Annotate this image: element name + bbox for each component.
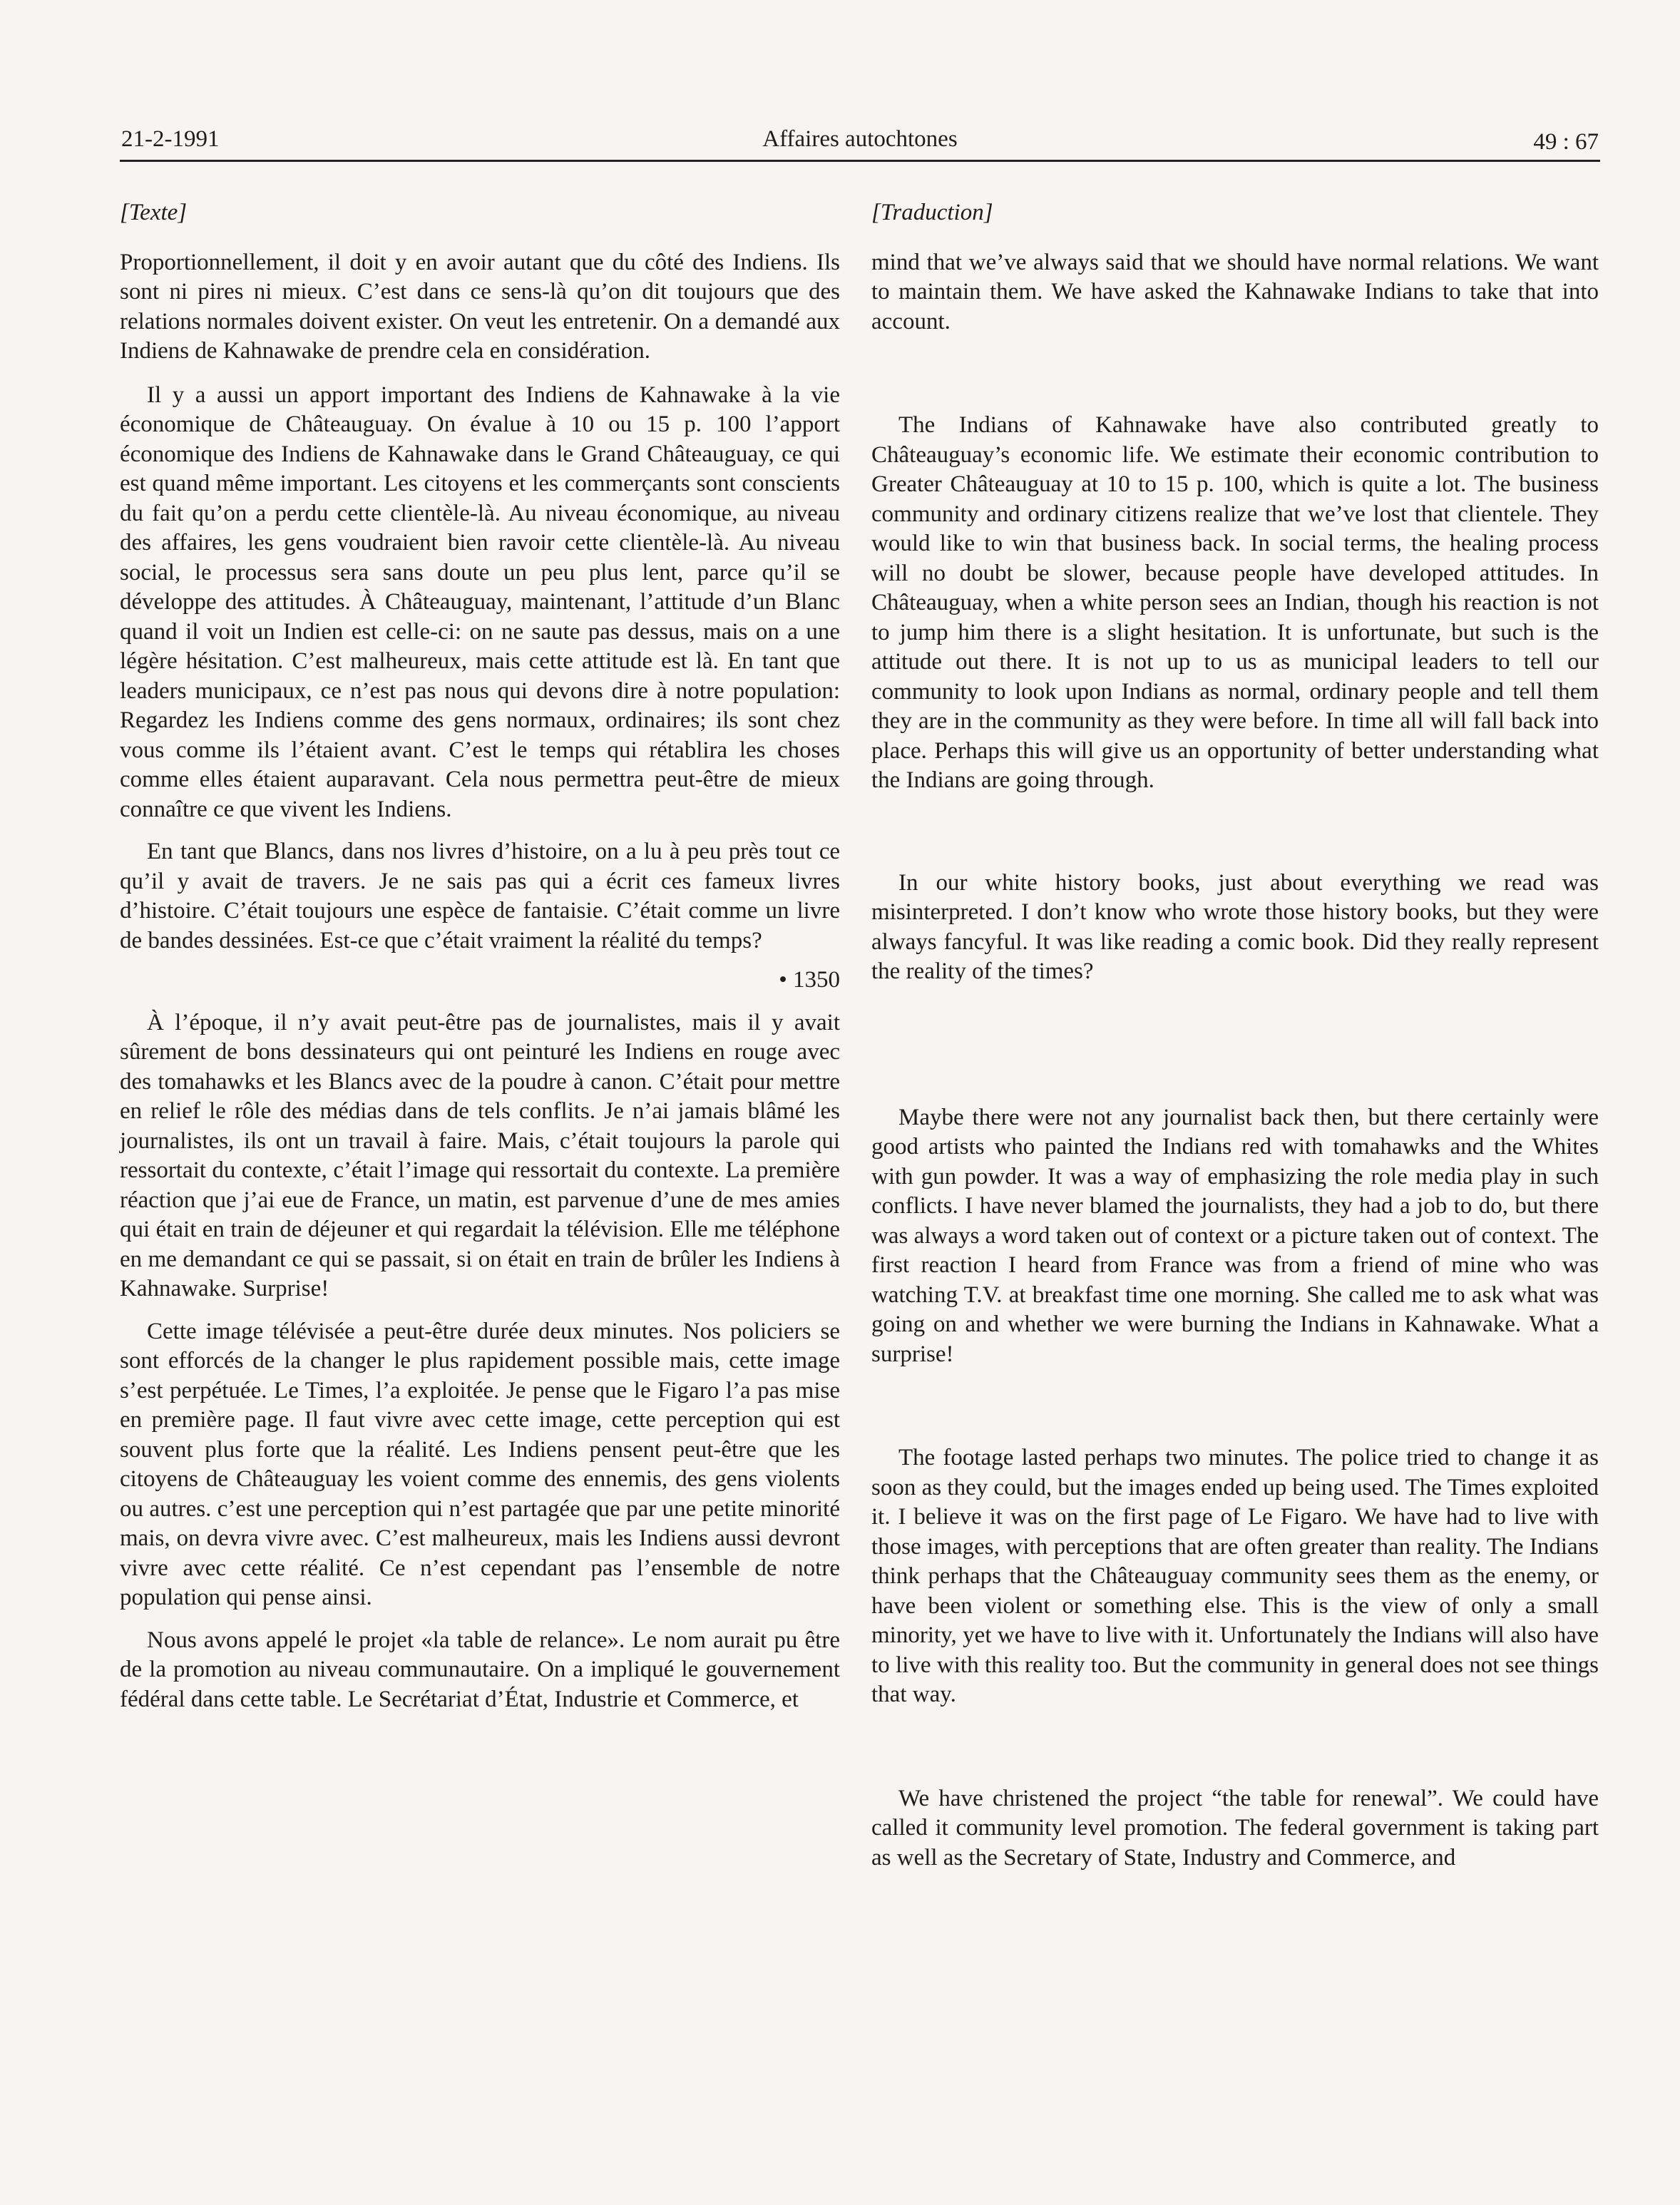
header-date: 21-2-1991 bbox=[121, 126, 220, 152]
fr-paragraph-3: En tant que Blancs, dans nos livres d’histoire, on a lu à peu près tout ce qu’il y avait de travers. Je ne sais pas qui a écrit ces fameux livres d’histoire. C’était toujours une espèce de fantaisie. C’était comme un livre de bandes dessinées. Est-ce que c’était vraiment la réalité du temps? bbox=[120, 839, 840, 953]
en-paragraph-6: We have christened the project “the table for renewal”. We could have called it community level promotion. The federal government is taking part as well as the Secretary of State, Industry and Commerce, and bbox=[871, 1785, 1599, 1871]
en-paragraph-1: mind that we’ve always said that we should have normal relations. We want to maintain them. We have asked the Kahnawake Indians to take that into account. bbox=[871, 249, 1599, 334]
fr-paragraph-5: Cette image télévisée a peut-être durée deux minutes. Nos policiers se sont efforcés de la changer le plus rapidement possible mais, cette image s’est perpétuée. Le Times, l’a exploitée. Je pense que le Figaro l’a pas mise en première page. Il faut vivre avec cette image, cette perception qui est souvent plus forte que la réalité. Les Indiens pensent peut-être que les citoyens de Châteauguay les voient comme des ennemis, des gens violents ou autres. c’est une perception qui n’est partagée que par une petite minorité mais, on devra vivre avec. C’est malheureux, mais les Indiens aussi devront vivre avec cette réalité. Ce n’est cependant pas l’ensemble de notre population qui pense ainsi. bbox=[120, 1318, 840, 1610]
en-paragraph-5: The footage lasted perhaps two minutes. The police tried to change it as soon as they could, but the images ended up being used. The Times exploited it. I believe it was on the first page of Le Figaro. We have had to live with those images, with perceptions that are often greater than reality. The Indians think perhaps that the Châteauguay community sees them as the enemy, or have been violent or something else. This is the view of only a small minority, yet we have to live with it. Unfortunately the Indians will also have to live with this reality too. But the community in general does not see things that way. bbox=[871, 1445, 1599, 1707]
french-column-label: [Texte] bbox=[120, 200, 188, 225]
fr-paragraph-1: Proportionnellement, il doit y en avoir autant que du côté des Indiens. Ils sont ni pires ni mieux. C’est dans ce sens-là qu’on dit toujours que des relations normales doivent exister. On veut les entretenir. On a demandé aux Indiens de Kahnawake de prendre cela en considération. bbox=[120, 249, 840, 364]
fr-paragraph-2: Il y a aussi un apport important des Indiens de Kahnawake à la vie économique de Châteauguay. On évalue à 10 ou 15 p. 100 l’apport économique des Indiens de Kahnawake dans le Grand Châteauguay, ce qui est quand même important. Les citoyens et les commerçants sont conscients du fait qu’on a perdu cette clientèle-là. Au niveau économique, au niveau des affaires, les gens voudraient bien ravoir cette clientèle-là. Au niveau social, le processus sera sans doute un peu plus lent, parce qu’il se développe des attitudes. À Châteauguay, maintenant, l’attitude d’un Blanc quand il voit un Indien est celle-ci: on ne saute pas dessus, mais on a une légère hésitation. C’est malheureux, mais cette attitude est là. En tant que leaders municipaux, ce n’est pas nous qui devons dire à notre population: Regardez les Indiens comme des gens normaux, ordinaires; ils sont chez vous comme ils l’étaient avant. C’est le temps qui rétablira les choses comme elles étaient auparavant. Cela nous permettra peut-être de mieux connaître ce que vivent les Indiens. bbox=[120, 382, 840, 822]
en-paragraph-3: In our white history books, just about everything we read was misinterpreted. I don’t know who wrote those history books, but they were always fancyful. It was like reading a comic book. Did they really represent the reality of the times? bbox=[871, 869, 1599, 984]
fr-paragraph-4: À l’époque, il n’y avait peut-être pas de journalistes, mais il y avait sûrement de bons dessinateurs qui ont peinturé les Indiens en rouge avec des tomahawks et les Blancs avec de la poudre à canon. C’était pour mettre en relief le rôle des médias dans de tels conflits. Je n’ai jamais blâmé les journalistes, ils ont un travail à faire. Mais, c’était toujours la parole qui ressortait du contexte, c’était l’image qui ressortait du contexte. La première réaction que j’ai eue de France, un matin, est parvenue d’une de mes amies qui était en train de déjeuner et qui regardait la télévision. Elle me téléphone en me demandant ce qui se passait, si on était en train de brûler les Indiens à Kahnawake. Surprise! bbox=[120, 1009, 840, 1301]
header-title: Affaires autochtones bbox=[762, 126, 958, 152]
french-column bbox=[120, 198, 840, 1714]
fr-paragraph-6: Nous avons appelé le projet «la table de relance». Le nom aurait pu être de la promotion au niveau communautaire. On a impliqué le gouvernement fédéral dans cette table. Le Secrétariat d’État, Industrie et Commerce, et bbox=[120, 1627, 840, 1712]
header-page-number: 49 : 67 bbox=[1533, 129, 1599, 155]
english-column-label: [Traduction] bbox=[871, 200, 993, 225]
time-marker: • 1350 bbox=[779, 967, 840, 993]
en-paragraph-4: Maybe there were not any journalist back then, but there certainly were good artists who painted the Indians red with tomahawks and the Whites with gun powder. It was a way of emphasizing the role media play in such conflicts. I have never blamed the journalists, they had a job to do, but there was always a word taken out of context or a picture taken out of context. The first reaction I heard from France was from a friend of mine who was watching T.V. at breakfast time one morning. She called me to ask what was going on and whether we were burning the Indians in Kahnawake. What a surprise! bbox=[871, 1104, 1599, 1367]
english-column bbox=[871, 198, 1599, 1873]
header-rule bbox=[120, 160, 1600, 162]
en-paragraph-2: The Indians of Kahnawake have also contributed greatly to Châteauguay’s economic life. We estimate their economic contribution to Greater Châteauguay at 10 to 15 p. 100, which is quite a lot. The business community and ordinary citizens realize that we’ve lost that clientele. They would like to win that business back. In social terms, the healing process will no doubt be slower, because people have developed attitudes. In Châteauguay, when a white person sees an Indian, though his reaction is not to jump him there is a slight hesitation. It is unfortunate, but such is the attitude out there. It is not up to us as municipal leaders to tell our community to look upon Indians as normal, ordinary people and tell them they are in the community as they were before. In time all will fall back into place. Perhaps this will give us an opportunity of better understanding what the Indians are going through. bbox=[871, 412, 1599, 793]
page-header bbox=[120, 121, 1600, 157]
